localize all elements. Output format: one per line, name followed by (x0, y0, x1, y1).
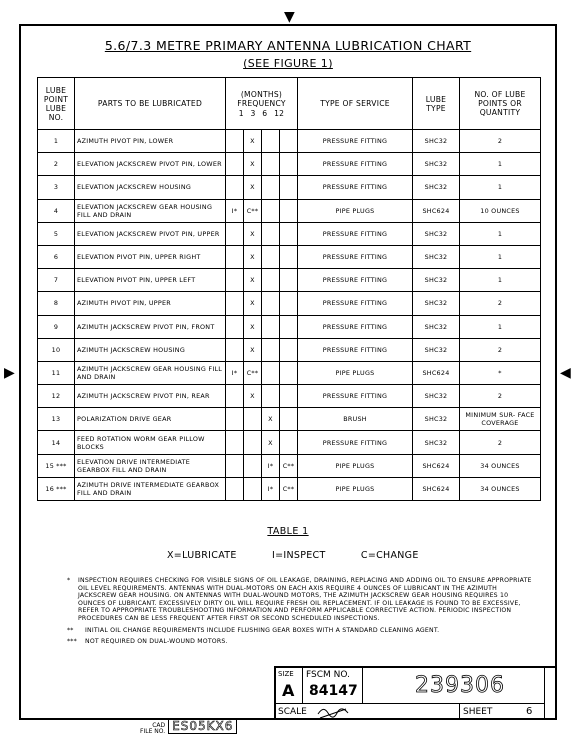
part-name: ELEVATION DRIVE INTERMEDIATE GEARBOX FILL AND DRAIN (75, 454, 226, 477)
lube-no: 15 *** (38, 454, 75, 477)
freq-6 (262, 199, 280, 222)
freq-3: X (244, 222, 262, 245)
lube-no: 10 (38, 338, 75, 361)
freq-1 (226, 385, 244, 408)
table-row (38, 153, 541, 176)
freq-6 (262, 222, 280, 245)
table-row (38, 269, 541, 292)
part-name: POLARIZATION DRIVE GEAR (75, 408, 226, 431)
table-row (38, 477, 541, 500)
header-parts: PARTS TO BE LUBRICATED (75, 78, 226, 130)
freq-3 (244, 408, 262, 431)
lube-no: 2 (38, 153, 75, 176)
lube-no: 11 (38, 361, 75, 384)
lube-type: SHC624 (413, 477, 460, 500)
freq-3 (244, 454, 262, 477)
header-frequency: (MONTHS) FREQUENCY 1 3 6 12 (226, 78, 298, 130)
freq-12 (280, 130, 298, 153)
freq-3: C** (244, 361, 262, 384)
size-cell: SIZE A (276, 668, 303, 704)
table-row (38, 454, 541, 477)
legend-lubricate: X=LUBRICATE (167, 550, 237, 561)
lube-quantity: 2 (460, 338, 541, 361)
lube-quantity: 1 (460, 315, 541, 338)
drawing-number-cell: 239306 (363, 668, 545, 704)
freq-12 (280, 199, 298, 222)
lube-no: 8 (38, 292, 75, 315)
freq-1 (226, 269, 244, 292)
freq-1 (226, 408, 244, 431)
table-row (38, 222, 541, 245)
service-type: BRUSH (298, 408, 413, 431)
lube-no: 16 *** (38, 477, 75, 500)
scale-none-mark (316, 705, 350, 724)
lube-no: 1 (38, 130, 75, 153)
freq-1 (226, 477, 244, 500)
part-name: ELEVATION JACKSCREW PIVOT PIN, UPPER (75, 222, 226, 245)
freq-1 (226, 338, 244, 361)
freq-3: X (244, 245, 262, 268)
part-name: ELEVATION PIVOT PIN, UPPER LEFT (75, 269, 226, 292)
table-row (38, 245, 541, 268)
freq-6: X (262, 408, 280, 431)
freq-3: X (244, 338, 262, 361)
freq-3: X (244, 176, 262, 199)
service-type: PRESSURE FITTING (298, 222, 413, 245)
legend-change: C=CHANGE (360, 550, 419, 561)
part-name: AZIMUTH PIVOT PIN, UPPER (75, 292, 226, 315)
table-label: TABLE 1 (267, 526, 309, 537)
freq-6 (262, 385, 280, 408)
note-1: * INSPECTION REQUIRES CHECKING FOR VISIBLE SIGNS OF OIL LEAKAGE, DRAINING, REPLACING AND ADDING OIL TO ENSURE APPROPRIATE OIL LEVEL REQUIREMENTS. ANTENNAS WITH DUAL-MOTORS ON EACH AXIS REQUIRE 4 OUNCES OF LUBRICANT IN THE AZIMUTH JACKSCREW GEAR HOUSING. ON ANTENNAS WITH DUAL-WOUND MOTORS, THE AZIMUTH JACKSCREW GEAR HOUSING REQUIRES 10 OUNCES OF LUBRICANT. EXCESSIVELY DIRTY OIL WILL REQUIRE FRESH OIL REPLACEMENT. IF OIL LEAKAGE IS FOUND TO BE EXCESSIVE, REFER TO APPROPRIATE TROUBLESHOOTING INFORMATION AND PERFORM APPLICABLE CORRECTIVE ACTION. PERIODIC INSPECTION PROCEDURES CAN BE LESS FREQUENT AFTER FIRST OR SECOND SCHEDULED INSPECTIONS. (67, 577, 532, 622)
lube-quantity: 34 OUNCES (460, 477, 541, 500)
part-name: AZIMUTH JACKSCREW GEAR HOUSING FILL AND DRAIN (75, 361, 226, 384)
service-type: PRESSURE FITTING (298, 269, 413, 292)
freq-1 (226, 153, 244, 176)
lube-type: SHC624 (413, 361, 460, 384)
freq-3 (244, 431, 262, 454)
lube-type: SHC32 (413, 431, 460, 454)
part-name: ELEVATION JACKSCREW GEAR HOUSING FILL AND DRAIN (75, 199, 226, 222)
notes (67, 577, 537, 650)
lube-quantity: 10 OUNCES (460, 199, 541, 222)
service-type: PIPE PLUGS (298, 199, 413, 222)
freq-12 (280, 361, 298, 384)
service-type: PRESSURE FITTING (298, 315, 413, 338)
header-quantity: NO. OF LUBE POINTS OR QUANTITY (460, 78, 541, 130)
freq-6 (262, 130, 280, 153)
lube-quantity: 2 (460, 130, 541, 153)
table-row (38, 361, 541, 384)
drawing-sheet (19, 24, 557, 720)
freq-6: I* (262, 454, 280, 477)
sheet-cell: SHEET 6 (460, 704, 545, 720)
freq-1 (226, 245, 244, 268)
freq-6 (262, 245, 280, 268)
freq-1 (226, 315, 244, 338)
lube-type: SHC32 (413, 153, 460, 176)
header-lube-point: LUBE POINT LUBE NO. (38, 78, 75, 130)
table-row (38, 385, 541, 408)
table-row (38, 199, 541, 222)
part-name: FEED ROTATION WORM GEAR PILLOW BLOCKS (75, 431, 226, 454)
lube-quantity: 34 OUNCES (460, 454, 541, 477)
table-row (38, 176, 541, 199)
lube-type: SHC32 (413, 130, 460, 153)
lube-quantity: 2 (460, 292, 541, 315)
table-row (38, 408, 541, 431)
service-type: PRESSURE FITTING (298, 245, 413, 268)
freq-3: X (244, 269, 262, 292)
lube-type: SHC624 (413, 199, 460, 222)
chart-title: 5.6/7.3 METRE PRIMARY ANTENNA LUBRICATION CHART (104, 38, 472, 53)
freq-6: I* (262, 477, 280, 500)
freq-3: X (244, 385, 262, 408)
freq-6: X (262, 431, 280, 454)
freq-1 (226, 431, 244, 454)
table-row (38, 130, 541, 153)
part-name: ELEVATION JACKSCREW HOUSING (75, 176, 226, 199)
lube-type: SHC32 (413, 385, 460, 408)
lubrication-table (37, 77, 541, 501)
freq-12 (280, 292, 298, 315)
lube-no: 6 (38, 245, 75, 268)
freq-6 (262, 315, 280, 338)
freq-12 (280, 269, 298, 292)
lube-no: 12 (38, 385, 75, 408)
table-row (38, 315, 541, 338)
freq-3: X (244, 292, 262, 315)
freq-12 (280, 385, 298, 408)
lube-type: SHC624 (413, 454, 460, 477)
part-name: AZIMUTH DRIVE INTERMEDIATE GEARBOX FILL AND DRAIN (75, 477, 226, 500)
service-type: PRESSURE FITTING (298, 431, 413, 454)
lube-no: 3 (38, 176, 75, 199)
part-name: ELEVATION PIVOT PIN, UPPER RIGHT (75, 245, 226, 268)
lube-type: SHC32 (413, 292, 460, 315)
part-name: AZIMUTH JACKSCREW PIVOT PIN, REAR (75, 385, 226, 408)
freq-12: C** (280, 454, 298, 477)
lube-type: SHC32 (413, 176, 460, 199)
freq-1 (226, 176, 244, 199)
freq-12 (280, 315, 298, 338)
cad-file-number: CAD FILE NO. ES05KX6 (140, 718, 237, 735)
freq-12 (280, 222, 298, 245)
table-row (38, 338, 541, 361)
lube-no: 7 (38, 269, 75, 292)
lube-no: 14 (38, 431, 75, 454)
freq-6 (262, 292, 280, 315)
freq-6 (262, 338, 280, 361)
service-type: PRESSURE FITTING (298, 153, 413, 176)
freq-1: I* (226, 361, 244, 384)
table-row (38, 292, 541, 315)
service-type: PIPE PLUGS (298, 454, 413, 477)
lube-no: 5 (38, 222, 75, 245)
freq-6 (262, 153, 280, 176)
freq-12 (280, 408, 298, 431)
freq-12: C** (280, 477, 298, 500)
service-type: PRESSURE FITTING (298, 130, 413, 153)
lube-type: SHC32 (413, 222, 460, 245)
header-service: TYPE OF SERVICE (298, 78, 413, 130)
legend (167, 550, 451, 561)
freq-12 (280, 176, 298, 199)
lube-quantity: 1 (460, 176, 541, 199)
part-name: AZIMUTH JACKSCREW PIVOT PIN, FRONT (75, 315, 226, 338)
table-row (38, 431, 541, 454)
scale-cell: SCALE (276, 704, 460, 720)
lube-type: SHC32 (413, 315, 460, 338)
service-type: PIPE PLUGS (298, 361, 413, 384)
table-header-row (38, 78, 541, 130)
lube-quantity: 2 (460, 385, 541, 408)
freq-6 (262, 269, 280, 292)
freq-12 (280, 431, 298, 454)
lube-type: SHC32 (413, 269, 460, 292)
freq-6 (262, 176, 280, 199)
lube-quantity: 2 (460, 431, 541, 454)
lube-quantity: MINIMUM SUR- FACE COVERAGE (460, 408, 541, 431)
service-type: PRESSURE FITTING (298, 338, 413, 361)
lube-no: 13 (38, 408, 75, 431)
freq-3: X (244, 315, 262, 338)
freq-1 (226, 292, 244, 315)
center-arrow-right: ◀ (560, 365, 571, 381)
freq-1 (226, 222, 244, 245)
freq-3: X (244, 130, 262, 153)
center-arrow-top: ▼ (284, 9, 295, 25)
freq-1: I* (226, 199, 244, 222)
part-name: AZIMUTH PIVOT PIN, LOWER (75, 130, 226, 153)
lube-quantity: * (460, 361, 541, 384)
freq-12 (280, 153, 298, 176)
lube-quantity: 1 (460, 222, 541, 245)
freq-12 (280, 338, 298, 361)
lube-no: 9 (38, 315, 75, 338)
service-type: PRESSURE FITTING (298, 385, 413, 408)
part-name: ELEVATION JACKSCREW PIVOT PIN, LOWER (75, 153, 226, 176)
lube-type: SHC32 (413, 245, 460, 268)
freq-3 (244, 477, 262, 500)
service-type: PRESSURE FITTING (298, 176, 413, 199)
lube-quantity: 1 (460, 269, 541, 292)
lube-quantity: 1 (460, 245, 541, 268)
lube-no: 4 (38, 199, 75, 222)
lube-type: SHC32 (413, 408, 460, 431)
chart-subtitle: (SEE FIGURE 1) (243, 57, 333, 70)
service-type: PRESSURE FITTING (298, 292, 413, 315)
part-name: AZIMUTH JACKSCREW HOUSING (75, 338, 226, 361)
freq-3: X (244, 153, 262, 176)
freq-1 (226, 130, 244, 153)
freq-1 (226, 454, 244, 477)
note-2: ** INITIAL OIL CHANGE REQUIREMENTS INCLUDE FLUSHING GEAR BOXES WITH A STANDARD CLEANING AGENT. (67, 626, 440, 634)
note-3: *** NOT REQUIRED ON DUAL-WOUND MOTORS. (67, 638, 228, 646)
fscm-cell: FSCM NO. 84147 (303, 668, 363, 704)
lube-type: SHC32 (413, 338, 460, 361)
center-arrow-left: ▶ (4, 365, 15, 381)
lube-quantity: 1 (460, 153, 541, 176)
service-type: PIPE PLUGS (298, 477, 413, 500)
freq-12 (280, 245, 298, 268)
freq-6 (262, 361, 280, 384)
freq-3: C** (244, 199, 262, 222)
legend-inspect: I=INSPECT (272, 550, 326, 561)
header-lube-type: LUBE TYPE (413, 78, 460, 130)
title-block (274, 666, 557, 720)
